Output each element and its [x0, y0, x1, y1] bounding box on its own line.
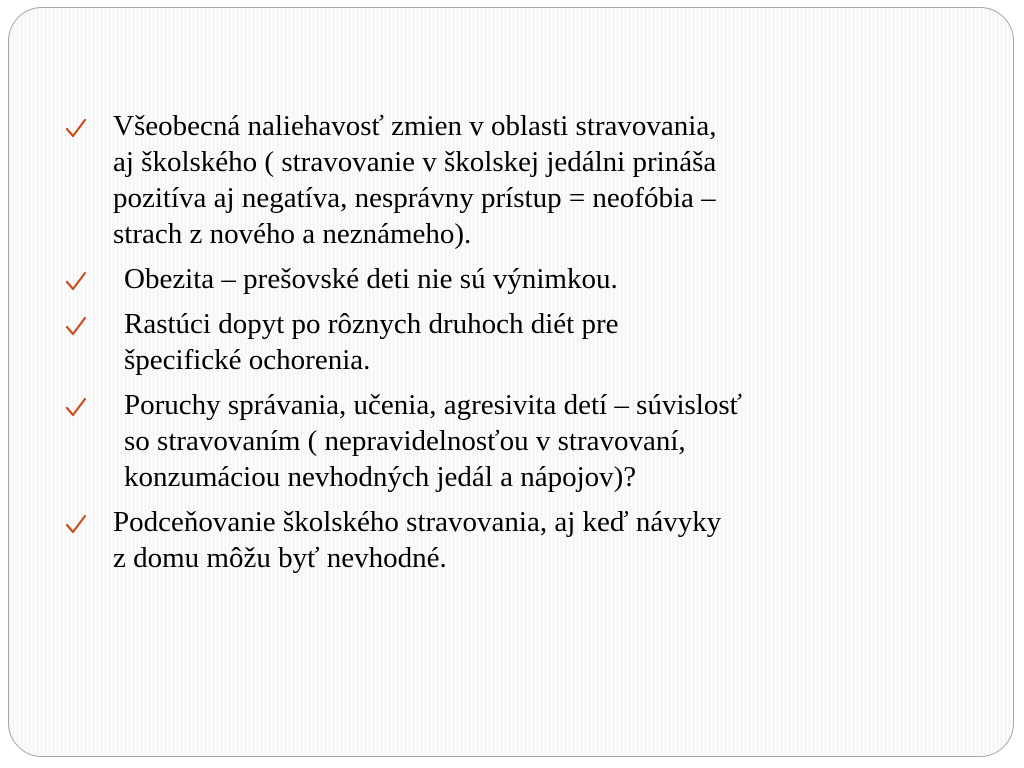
check-icon	[65, 315, 87, 337]
bullet-line: Podceňovanie školského stravovania, aj keď návyky	[113, 506, 722, 538]
bullet-line: Všeobecná naliehavosť zmien v oblasti stravovania,	[113, 110, 717, 142]
slide-frame	[8, 7, 1014, 757]
bullet-line: z domu môžu byť nevhodné.	[113, 542, 447, 574]
bullet-line: konzumáciou nevhodných jedál a nápojov)?	[124, 461, 637, 493]
check-icon	[65, 270, 87, 292]
check-icon	[65, 513, 87, 535]
bullet-line: Poruchy správania, učenia, agresivita detí – súvislosť	[124, 389, 743, 421]
bullet-item	[65, 108, 975, 252]
bullet-line: aj školského ( stravovanie v školskej jedálni prináša	[113, 146, 717, 178]
bullet-item	[65, 261, 975, 297]
bullet-list	[65, 108, 975, 585]
bullet-line: špecifické ochorenia.	[124, 344, 371, 376]
check-icon	[65, 396, 87, 418]
bullet-item	[65, 306, 975, 378]
bullet-item	[65, 387, 975, 495]
bullet-line: Rastúci dopyt po rôznych druhoch diét pre	[124, 308, 619, 340]
bullet-line: pozitíva aj negatíva, nesprávny prístup = neofóbia –	[113, 182, 716, 214]
bullet-line: strach z nového a neznámeho).	[113, 218, 472, 250]
check-icon	[65, 117, 87, 139]
bullet-line: so stravovaním ( nepravidelnosťou v stravovaní,	[124, 425, 686, 457]
bullet-line: Obezita – prešovské deti nie sú výnimkou.	[124, 263, 618, 295]
bullet-item	[65, 504, 975, 576]
